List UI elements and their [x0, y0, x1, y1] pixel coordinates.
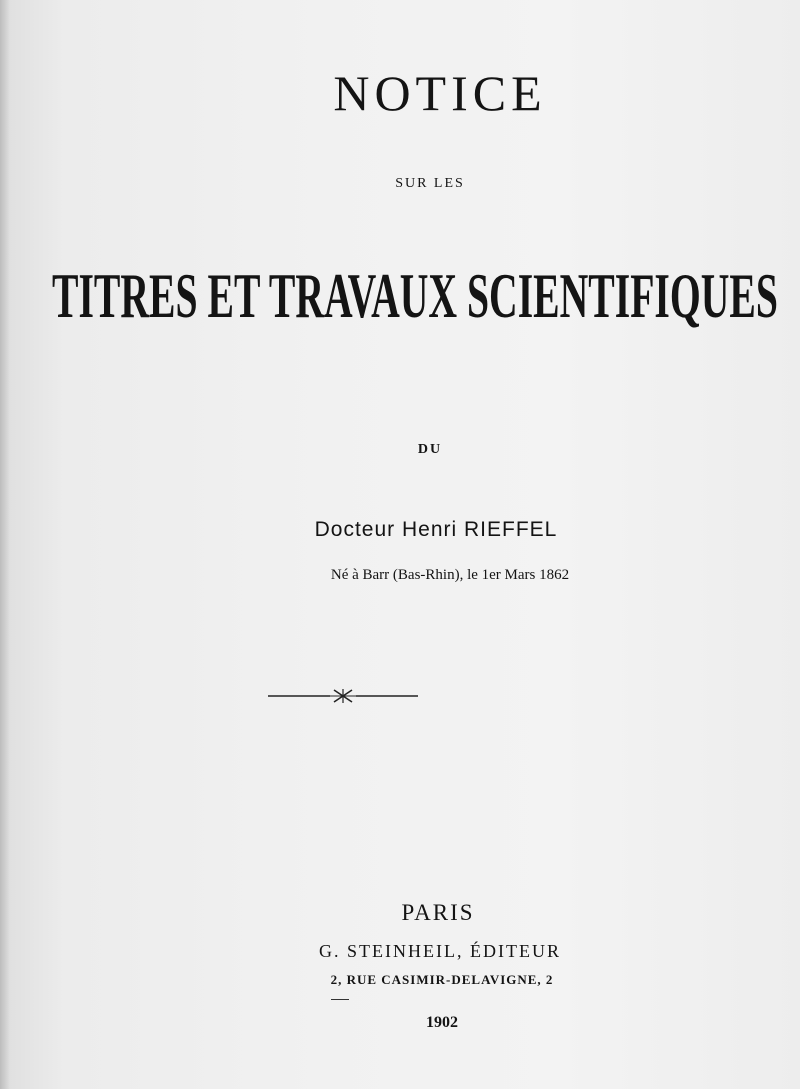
main-title: TITRES ET TRAVAUX SCIENTIFIQUES	[52, 260, 778, 331]
notice-heading: NOTICE	[333, 65, 547, 121]
du-text: DU	[417, 442, 443, 457]
city-name: PARIS	[401, 900, 475, 925]
sur-les-text: SUR LES	[395, 176, 465, 191]
short-rule	[331, 999, 349, 1000]
ornament-divider-icon	[268, 686, 418, 706]
publication-year: 1902	[426, 1014, 458, 1031]
author-name: Docteur Henri RIEFFEL	[314, 518, 558, 541]
publisher-name: G. STEINHEIL, ÉDITEUR	[319, 941, 561, 961]
publisher-address: 2, RUE CASIMIR-DELAVIGNE, 2	[330, 972, 554, 987]
birth-info: Né à Barr (Bas-Rhin), le 1er Mars 1862	[330, 567, 570, 583]
